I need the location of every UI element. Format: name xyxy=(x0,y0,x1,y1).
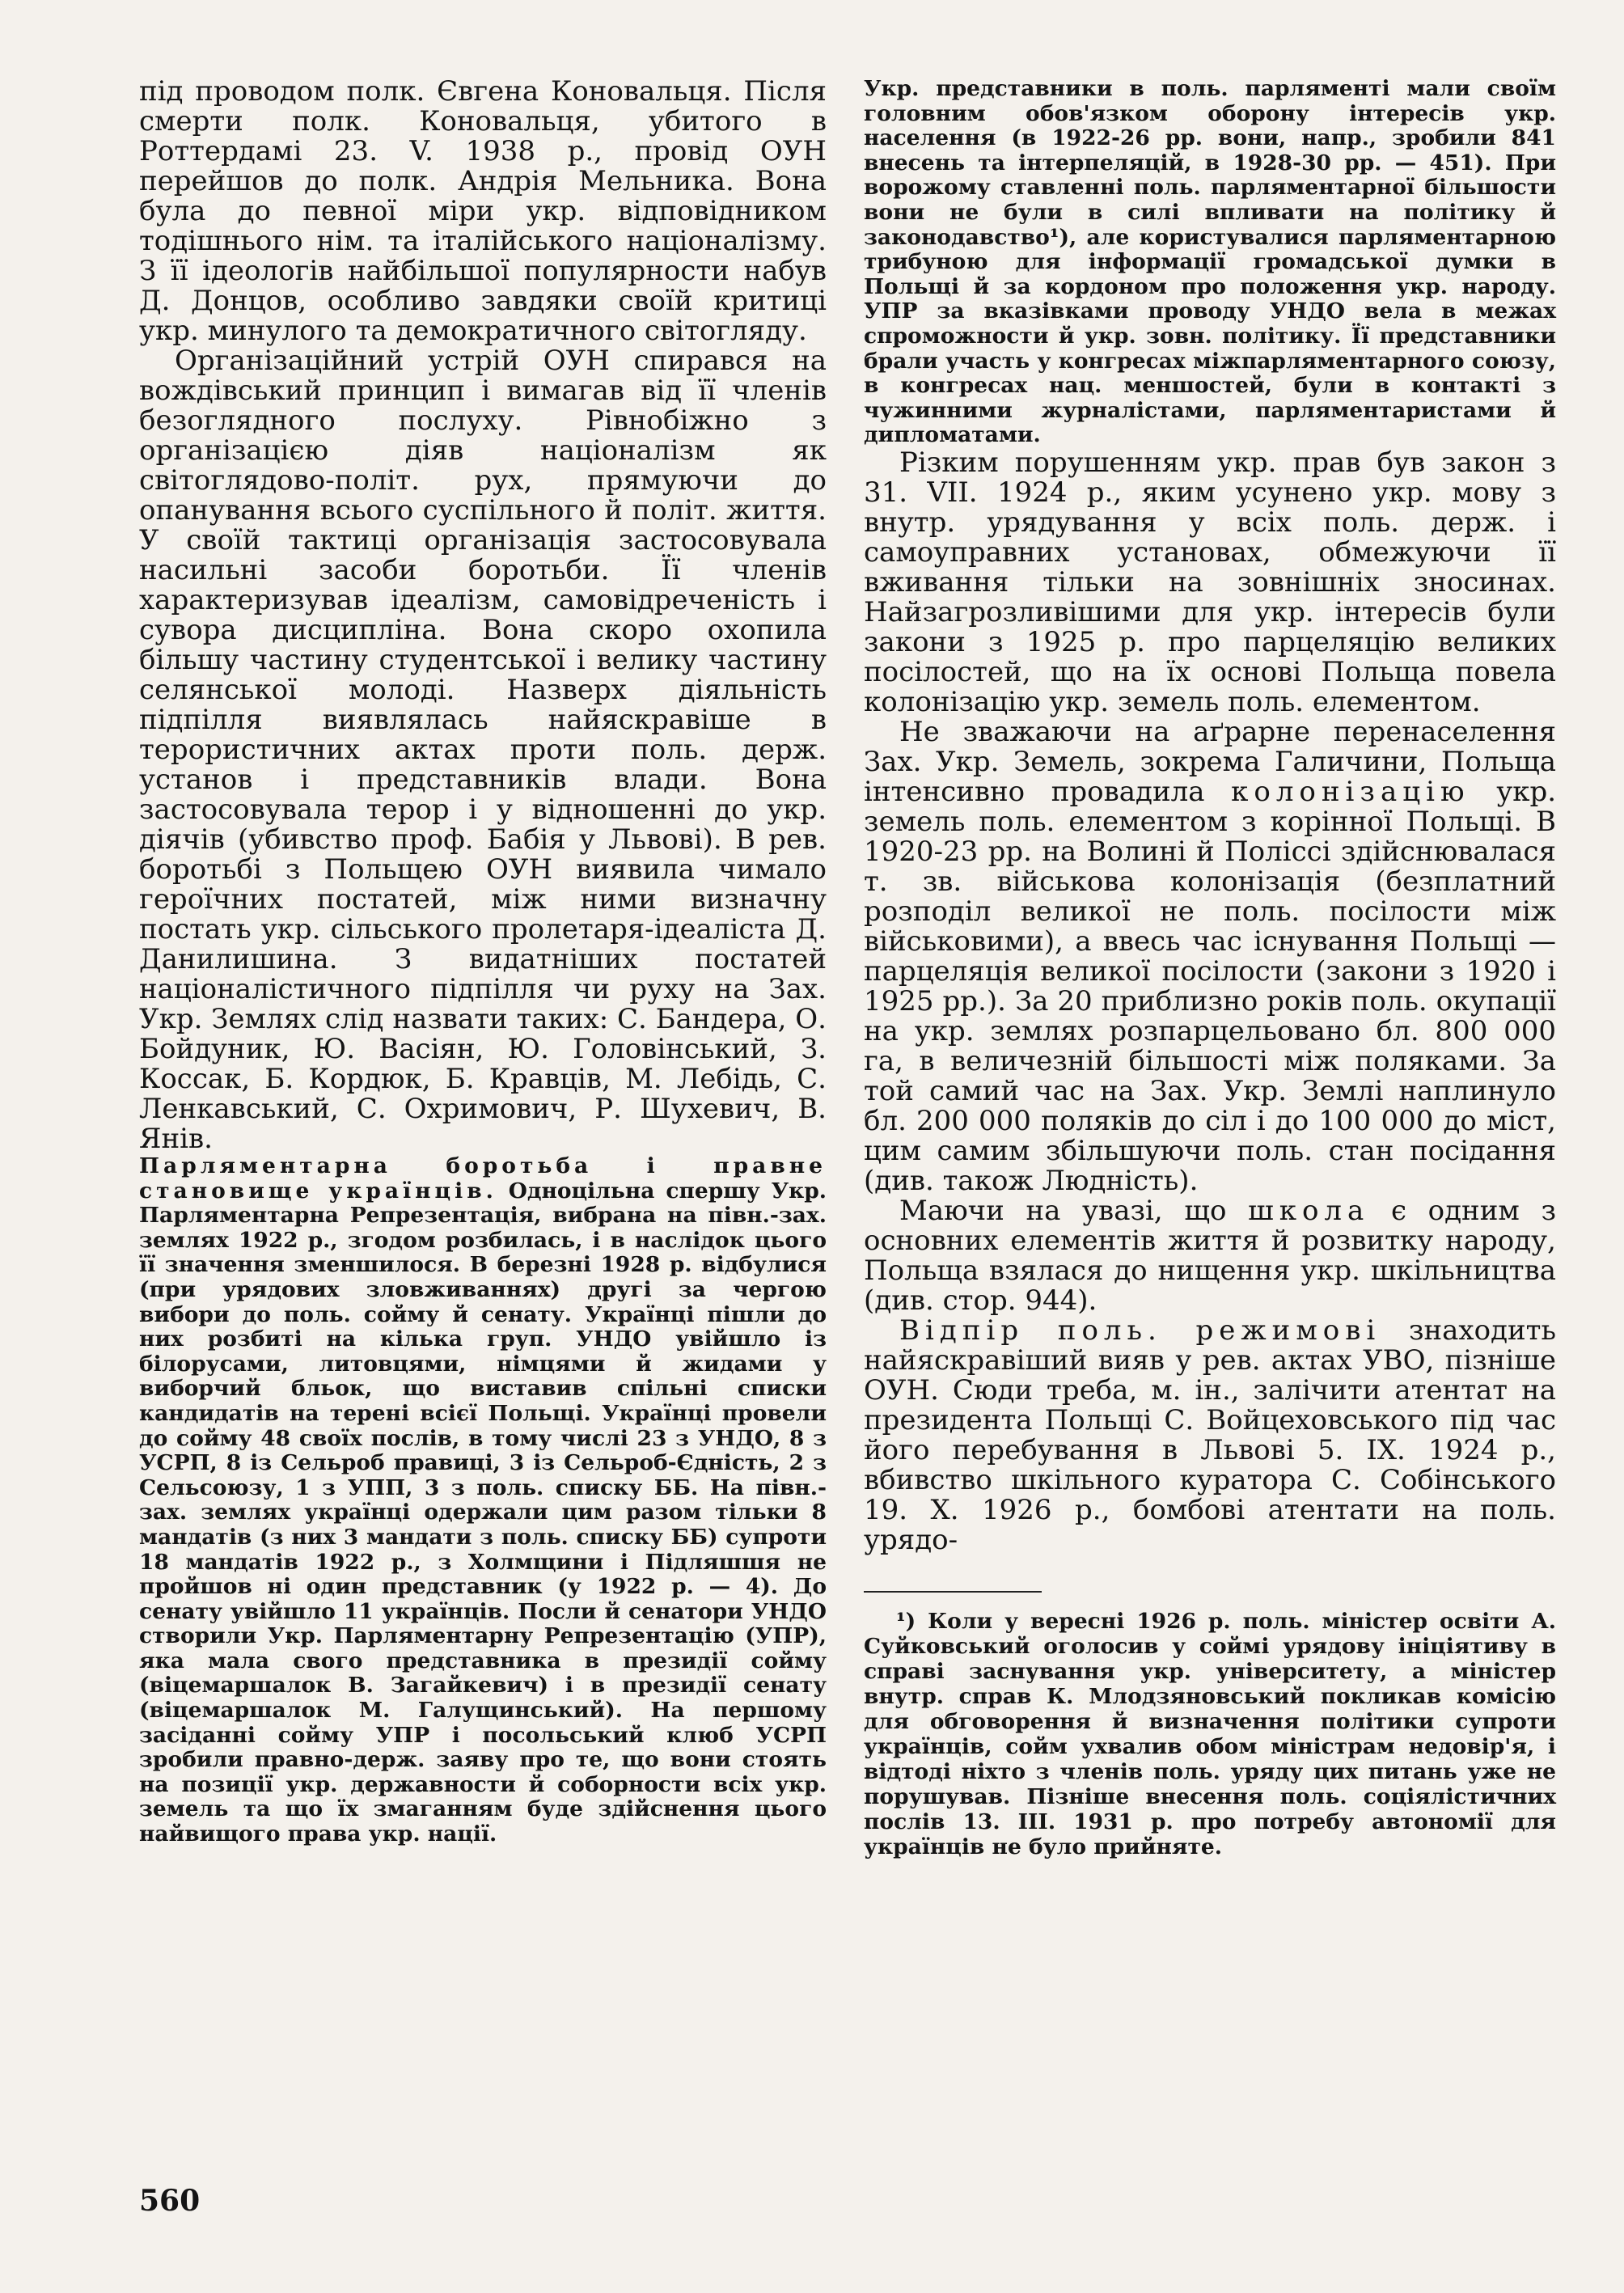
right-paragraph-4-start: Маючи на увазі, що xyxy=(899,1194,1227,1227)
right-paragraph-4 xyxy=(864,1196,1556,1316)
left-paragraph-1: під проводом полк. Євгена Коновальця. Після смерти полк. Коновальця, убитого в Роттердамі 23. V. 1938 р., провід ОУН перейшов до полк. Андрія Мельника. Вона була до певної міри укр. відповідником тодішнього нім. та італійського націоналізму. З її ідеологів найбільшої популярности набув Д. Донцов, особливо завдяки своїй критиці укр. минулого та демократичного світогляду. xyxy=(139,75,827,347)
emphasis-resistance: Відпір поль. режимові xyxy=(899,1314,1381,1347)
left-paragraph-2: Організаційний устрій ОУН спирався на вождівський принцип і вимагав від її членів безоглядного послуху. Рівнобіжно з організацією діяв націоналізм як світоглядово-політ. рух, прямуючи до опанування всього суспільного й політ. життя. У своїй тактиці організація застосовувала насильні засоби боротьби. Її членів характеризував ідеалізм, самовідреченість і сувора дисципліна. Вона скоро охопила більшу частину студентської і велику частину селянської молоді. Назверх діяльність підпілля виявлялась найяскравіше в терористичних актах проти поль. держ. установ і представників влади. Вона застосовувала терор і у відношенні до укр. діячів (убивство проф. Бабія у Львові). В рев. боротьбі з Польщею ОУН виявила чимало героїчних постатей, між ними визначну постать укр. сільського пролетаря-ідеаліста Д. Данилишина. З видатніших постатей націоналістичного підпілля чи руху на Зах. Укр. Землях слід назвати таких: С. Бандера, О. Бойдуник, Ю. Васіян, Ю. Головінський, З. Коссак, Б. Кордюк, Б. Кравців, М. Лебідь, С. Ленкавський, С. Охримович, Р. Шухевич, В. Янів. xyxy=(139,345,827,1155)
left-column xyxy=(139,77,827,1847)
section-heading-parliament: Парляментарна боротьба і правне становище українців. xyxy=(139,1153,827,1204)
right-column xyxy=(864,77,1556,1859)
emphasis-school: школа xyxy=(1248,1194,1370,1227)
footnote-divider xyxy=(864,1591,1042,1593)
footnote: ¹) Коли у вересні 1926 р. поль. міністер освіти А. Суйковський оголосив у соймі урядову ініціятиву в справі заснування укр. університету, а міністер внутр. справ К. Млодзяновський покликав комісію для обговорення й визначення політики супроти українців, сойм ухвалив обом міністрам недовір'я, і відтоді ніхто з членів поль. уряду цих питань уже не порушував. Пізніше внесення поль. соціялістичних послів 13. III. 1931 р. про потребу автономії для українців не було прийняте. xyxy=(864,1608,1556,1859)
left-paragraph-3-text: Одноцільна спершу Укр. Парляментарна Репрезентація, вибрана на півн.-зах. землях 1922 р., згодом розбилась, і в наслідок цього її значення зменшилося. В березні 1928 р. відбулися (при урядових зловживаннях) другі за чергою вибори до поль. сойму й сенату. Українці пішли до них розбиті на кілька груп. УНДО увійшло із білорусами, литовцями, німцями й жидами у виборчий бльок, що виставив спільні списки кандидатів на терені всієї Польщі. Українці провели до сойму 48 своїх послів, в тому числі 23 з УНДО, 8 з УСРП, 8 із Сельроб правиці, 3 із Сельроб-Єдність, 2 з Сельсоюзу, 1 з УПП, 3 з поль. списку ББ. На півн.-зах. землях українці одержали цим разом тільки 8 мандатів (з них 3 мандати з поль. списку ББ) супроти 18 мандатів 1922 р., з Холмщини і Підляшшя не пройшов ні один представник (у 1922 р. — 4). До сенату увійшло 11 українців. Посли й сенатори УНДО створили Укр. Парляментарну Репрезентацію (УПР), яка мала свого представника в президії сойму (віцемаршалок В. Загайкевич) і в президії сенату (віцемаршалок М. Галущинський). На першому засіданні сойму УПР і посольський клюб УСРП зробили правно-держ. заяву про те, що вони стоять на позиції укр. державности й соборности всіх укр. земель та що їх змаганням буде здійснення цього найвищого права укр. нації. xyxy=(139,1178,827,1847)
right-paragraph-3-start: Не зважаючи на аґрарне перенаселення Зах. Укр. Земель, зокрема Галичини, Польща інтенсивно провадила xyxy=(864,715,1556,808)
page-number: 560 xyxy=(139,2184,201,2218)
emphasis-colonization: колонізацію xyxy=(1231,775,1470,808)
right-paragraph-5 xyxy=(864,1316,1556,1555)
right-paragraph-1: Укр. представники в поль. парляменті мали своїм головним обов'язком оборону інтересів укр. населення (в 1922-26 рр. вони, напр., зробили 841 внесень та інтерпеляцій, в 1928-30 рр. — 451). При ворожому ставленні поль. парляментарної більшости вони не були в силі впливати на політику й законодавство¹), але користувалися парляментарною трибуною для інформації громадської думки в Польщі й за кордоном про положення укр. народу. УПР за вказівками проводу УНДО вела в межах спроможности й укр. зовн. політику. Її представники брали участь у конгресах міжпарляментарного союзу, в конгресах нац. меншостей, були в контакті з чужинними журналістами, парляментаристами й дипломатами. xyxy=(864,76,1556,448)
right-paragraph-4-end: є одним з основних елементів життя й розвитку народу, Польща взялася до нищення укр. шкільництва (див. стор. 944). xyxy=(864,1194,1557,1317)
right-paragraph-3-end: укр. земель поль. елементом з корінної Польщі. В 1920-23 рр. на Волині й Поліссі здійснювалася т. зв. військова колонізація (безплатний розподіл великої не поль. посілости між військовими), а ввесь час існування Польщі — парцеляція великої посілости (закони з 1920 і 1925 рр.). За 20 приблизно років поль. окупації на укр. землях розпарцельовано бл. 800 000 га, в величезній більшості між поляками. За той самий час на Зах. Укр. Землі наплинуло бл. 200 000 поляків до сіл і до 100 000 до міст, цим самим збільшуючи поль. стан посідання (див. також Людність). xyxy=(864,775,1557,1197)
right-paragraph-5-end: знаходить найяскравіший вияв у рев. актах УВО, пізніше ОУН. Сюди треба, м. ін., залічити атентат на президента Польщі С. Войцеховського під час його перебування в Львові 5. IX. 1924 р., вбивство шкільного куратора С. Собінського 19. X. 1926 р., бомбові атентати на поль. урядо- xyxy=(864,1314,1556,1556)
left-paragraph-3 xyxy=(139,1154,827,1847)
right-paragraph-3 xyxy=(864,717,1556,1196)
right-paragraph-2: Різким порушенням укр. прав був закон з 31. VII. 1924 р., яким усунено укр. мову з внутр. урядування у всіх поль. держ. і самоуправних установах, обмежуючи її вживання тільки на зовнішніх зносинах. Найзагрозливішими для укр. інтересів були закони з 1925 р. про парцеляцію великих посілостей, що на їх основі Польща повела колонізацію укр. земель поль. елементом. xyxy=(864,446,1556,718)
